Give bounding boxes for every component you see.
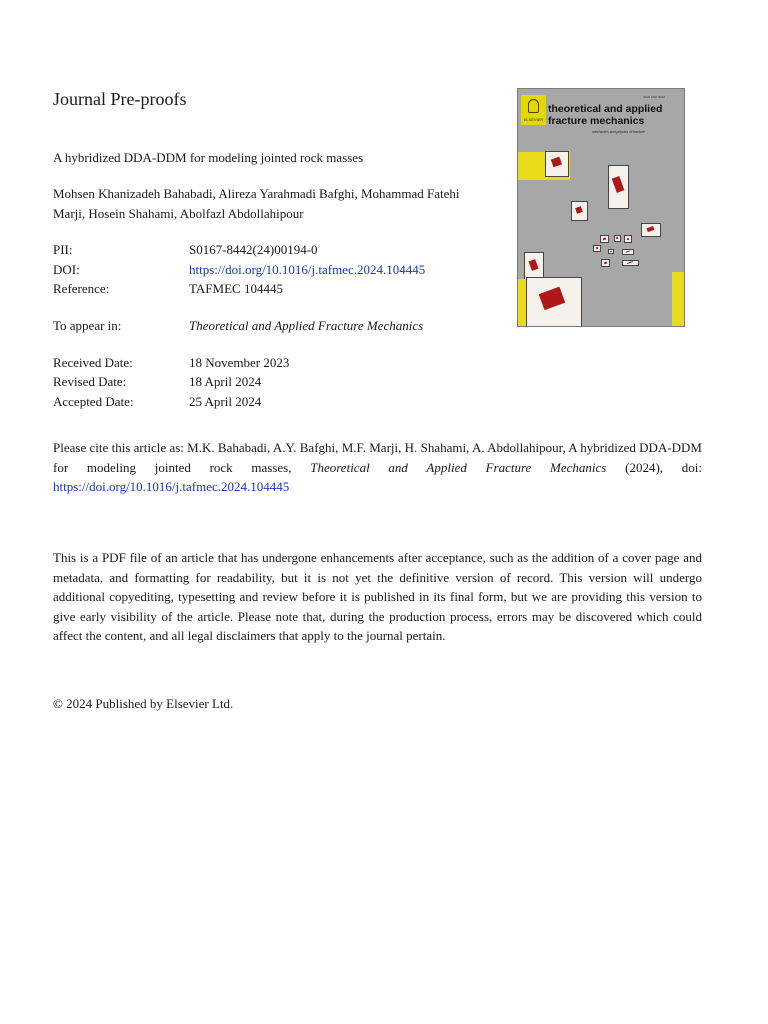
accepted-value: 25 April 2024	[189, 394, 262, 409]
cover-fracture-tile	[622, 249, 634, 255]
cover-fracture-tile	[614, 235, 621, 242]
appear-value: Theoretical and Applied Fracture Mechanics	[189, 318, 424, 333]
tree-icon	[528, 99, 539, 113]
cover-fracture-tile	[622, 260, 639, 266]
citation-prefix: Please cite this article as: M.K. Bahabadi, A.Y. Bafghi, M.F. Marji, H. Shahami, A. Abdollahipour, A hybridized DDA-DDM for modeling jointed rock masses,	[53, 440, 702, 475]
reference-value: TAFMEC 104445	[189, 281, 283, 296]
cover-yellow-block	[672, 272, 685, 327]
cover-issn: ISSN 0167-8442	[643, 95, 666, 99]
cover-fracture-tile	[641, 223, 661, 237]
citation-paragraph	[53, 438, 702, 497]
pii-label: PII:	[53, 242, 73, 257]
accepted-label: Accepted Date:	[53, 394, 134, 409]
cover-fracture-tile	[593, 245, 601, 252]
copyright-notice: © 2024 Published by Elsevier Ltd.	[53, 696, 234, 711]
elsevier-logo-text: ELSEVIER	[523, 117, 544, 122]
cover-fracture-tile	[608, 165, 629, 209]
doi-link[interactable]: https://doi.org/10.1016/j.tafmec.2024.104445	[189, 262, 426, 277]
cover-fracture-tile	[571, 201, 588, 221]
cover-fracture-tile	[545, 151, 569, 177]
cover-title-line1: theoretical and applied	[548, 103, 663, 115]
disclaimer-paragraph: This is a PDF file of an article that has undergone enhancements after acceptance, such as the addition of a cover page and metadata, and formatting for readability, but it is not yet the definitive version of record. This version will undergo additional copyediting, typesetting and review before it is published in its final form, but we are providing this version to give early visibility of the article. Please note that, during the production process, errors may be discovered which could affect the content, and all legal disclaimers that apply to the journal pertain.	[53, 550, 702, 643]
revised-label: Revised Date:	[53, 374, 127, 389]
meta-pii	[53, 242, 318, 258]
meta-doi	[53, 262, 425, 278]
citation-suffix: (2024), doi:	[606, 459, 702, 475]
citation-doi-link[interactable]: https://doi.org/10.1016/j.tafmec.2024.104445	[53, 479, 290, 494]
meta-appear	[53, 318, 423, 334]
meta-revised	[53, 374, 261, 390]
cover-subtitle: mechanics and physics of fracture	[592, 130, 645, 134]
cover-fracture-tile	[600, 235, 609, 243]
cover-fracture-tile	[601, 259, 610, 267]
revised-value: 18 April 2024	[189, 374, 262, 389]
received-label: Received Date:	[53, 355, 133, 370]
received-value: 18 November 2023	[189, 355, 290, 370]
author-list: Mohsen Khanizadeh Bahabadi, Alireza Yarahmadi Bafghi, Mohammad Fatehi Marji, Hosein Shahami, Abolfazl Abdollahipour	[53, 186, 460, 221]
article-title: A hybridized DDA-DDM for modeling jointed rock masses	[53, 150, 364, 165]
pii-value: S0167-8442(24)00194-0	[189, 242, 318, 257]
journal-cover-image	[517, 88, 685, 327]
cover-fracture-tile	[526, 277, 582, 327]
meta-received	[53, 355, 289, 371]
appear-label: To appear in:	[53, 318, 122, 333]
cover-fracture-tile	[608, 249, 614, 254]
meta-reference	[53, 281, 283, 297]
citation-journal: Theoretical and Applied Fracture Mechanics	[310, 459, 607, 475]
journal-label: Journal Pre-proofs	[53, 89, 187, 109]
doi-label: DOI:	[53, 262, 80, 277]
reference-label: Reference:	[53, 281, 110, 296]
elsevier-logo	[521, 95, 546, 125]
cover-fracture-tile	[624, 235, 632, 243]
meta-accepted	[53, 394, 261, 410]
cover-title-line2: fracture mechanics	[548, 115, 645, 127]
